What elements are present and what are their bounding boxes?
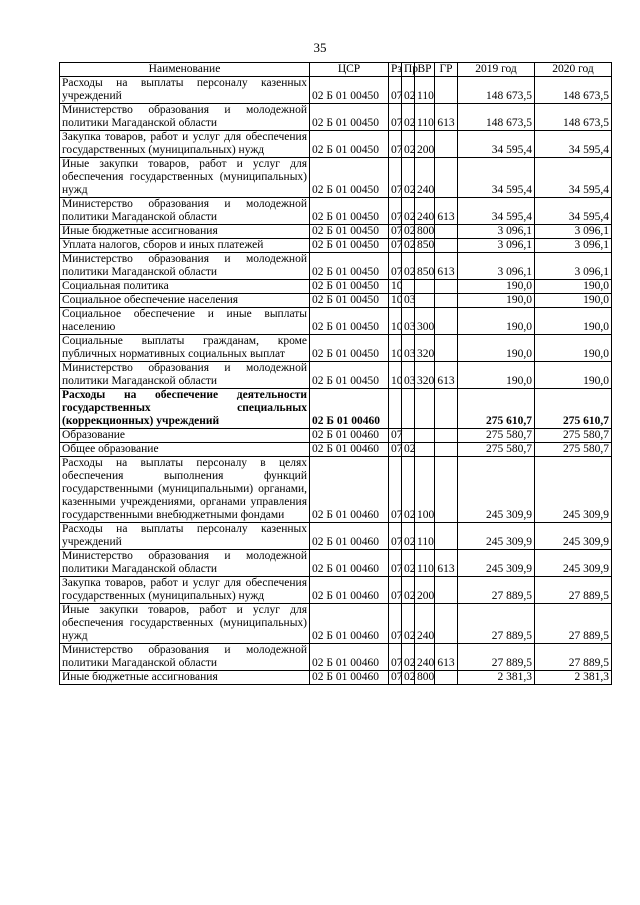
table-row	[60, 429, 612, 443]
row-gr	[435, 131, 458, 158]
row-2020: 190,0	[535, 280, 612, 294]
row-gr	[435, 577, 458, 604]
row-rz: 07	[389, 457, 402, 523]
row-csr: 02 Б 01 00450	[310, 308, 389, 335]
row-pr: 03	[402, 335, 415, 362]
row-name: Образование	[60, 429, 310, 443]
row-name: Социальное обеспечение населения	[60, 294, 310, 308]
row-2019: 190,0	[458, 280, 535, 294]
row-2020: 34 595,4	[535, 158, 612, 198]
row-vr	[415, 429, 435, 443]
row-vr: 850	[415, 239, 435, 253]
row-pr: 02	[402, 457, 415, 523]
row-2019: 27 889,5	[458, 644, 535, 671]
row-csr: 02 Б 01 00450	[310, 253, 389, 280]
header-pr: Пр	[402, 63, 415, 77]
row-csr: 02 Б 01 00450	[310, 77, 389, 104]
row-vr: 320	[415, 362, 435, 389]
row-rz: 07	[389, 198, 402, 225]
row-2020: 2 381,3	[535, 671, 612, 685]
row-vr: 320	[415, 335, 435, 362]
row-2019: 3 096,1	[458, 225, 535, 239]
row-rz: 07	[389, 253, 402, 280]
header-row	[60, 63, 612, 77]
row-pr: 02	[402, 225, 415, 239]
row-pr: 02	[402, 523, 415, 550]
row-2020: 275 580,7	[535, 443, 612, 457]
row-2020: 190,0	[535, 362, 612, 389]
row-name: Расходы на выплаты персоналу казенных учреждений	[60, 77, 310, 104]
row-csr: 02 Б 01 00460	[310, 523, 389, 550]
row-name: Министерство образования и молодежной политики Магаданской области	[60, 104, 310, 131]
row-csr: 02 Б 01 00450	[310, 239, 389, 253]
row-vr: 200	[415, 577, 435, 604]
row-2020: 27 889,5	[535, 644, 612, 671]
row-csr: 02 Б 01 00450	[310, 362, 389, 389]
row-gr	[435, 225, 458, 239]
row-gr: 613	[435, 362, 458, 389]
table-row	[60, 523, 612, 550]
row-csr: 02 Б 01 00460	[310, 429, 389, 443]
row-2019: 245 309,9	[458, 550, 535, 577]
table-row	[60, 443, 612, 457]
row-gr	[435, 239, 458, 253]
row-2019: 148 673,5	[458, 104, 535, 131]
row-2020: 34 595,4	[535, 198, 612, 225]
row-csr: 02 Б 01 00460	[310, 671, 389, 685]
header-gr: ГР	[435, 63, 458, 77]
header-csr: ЦСР	[310, 63, 389, 77]
table-row	[60, 550, 612, 577]
row-rz: 07	[389, 239, 402, 253]
row-gr	[435, 457, 458, 523]
row-gr	[435, 158, 458, 198]
table-row	[60, 280, 612, 294]
row-csr: 02 Б 01 00460	[310, 389, 389, 429]
row-2019: 245 309,9	[458, 523, 535, 550]
row-vr: 800	[415, 225, 435, 239]
row-pr: 03	[402, 362, 415, 389]
row-gr	[435, 523, 458, 550]
table-row	[60, 671, 612, 685]
row-2020: 245 309,9	[535, 550, 612, 577]
header-2020: 2020 год	[535, 63, 612, 77]
row-2019: 27 889,5	[458, 577, 535, 604]
row-rz: 07	[389, 523, 402, 550]
row-2019: 34 595,4	[458, 158, 535, 198]
table-row	[60, 131, 612, 158]
row-name: Министерство образования и молодежной политики Магаданской области	[60, 253, 310, 280]
row-csr: 02 Б 01 00450	[310, 158, 389, 198]
row-rz: 07	[389, 158, 402, 198]
row-pr: 02	[402, 604, 415, 644]
table-body	[60, 77, 612, 685]
row-pr: 02	[402, 550, 415, 577]
row-2020: 27 889,5	[535, 604, 612, 644]
row-2019: 190,0	[458, 294, 535, 308]
table-row	[60, 294, 612, 308]
row-csr: 02 Б 01 00450	[310, 335, 389, 362]
row-2019: 275 610,7	[458, 389, 535, 429]
row-2020: 190,0	[535, 308, 612, 335]
row-gr: 613	[435, 644, 458, 671]
table-row	[60, 577, 612, 604]
row-csr: 02 Б 01 00450	[310, 294, 389, 308]
row-csr: 02 Б 01 00450	[310, 198, 389, 225]
row-rz: 07	[389, 429, 402, 443]
row-2020: 148 673,5	[535, 104, 612, 131]
row-pr: 02	[402, 104, 415, 131]
row-name: Министерство образования и молодежной политики Магаданской области	[60, 362, 310, 389]
row-name: Уплата налогов, сборов и иных платежей	[60, 239, 310, 253]
row-name: Социальные выплаты гражданам, кроме публичных нормативных социальных выплат	[60, 335, 310, 362]
table-row	[60, 362, 612, 389]
row-vr	[415, 280, 435, 294]
row-pr: 02	[402, 239, 415, 253]
table-row	[60, 335, 612, 362]
row-vr: 850	[415, 253, 435, 280]
row-2020: 275 580,7	[535, 429, 612, 443]
row-vr: 110	[415, 523, 435, 550]
row-rz: 07	[389, 550, 402, 577]
row-vr: 200	[415, 131, 435, 158]
row-gr: 613	[435, 198, 458, 225]
table-row	[60, 604, 612, 644]
row-2020: 190,0	[535, 294, 612, 308]
row-pr: 02	[402, 198, 415, 225]
row-2020: 3 096,1	[535, 253, 612, 280]
table-row	[60, 457, 612, 523]
row-vr	[415, 294, 435, 308]
row-gr	[435, 77, 458, 104]
row-csr: 02 Б 01 00450	[310, 225, 389, 239]
row-vr: 800	[415, 671, 435, 685]
row-2020: 148 673,5	[535, 77, 612, 104]
row-csr: 02 Б 01 00460	[310, 604, 389, 644]
row-gr	[435, 604, 458, 644]
row-name: Закупка товаров, работ и услуг для обеспечения государственных (муниципальных) нужд	[60, 577, 310, 604]
row-csr: 02 Б 01 00460	[310, 443, 389, 457]
row-2019: 190,0	[458, 308, 535, 335]
row-rz	[389, 389, 402, 429]
row-csr: 02 Б 01 00460	[310, 644, 389, 671]
row-rz: 07	[389, 577, 402, 604]
row-pr: 02	[402, 644, 415, 671]
row-pr: 03	[402, 308, 415, 335]
table-row	[60, 253, 612, 280]
row-2019: 2 381,3	[458, 671, 535, 685]
row-pr	[402, 429, 415, 443]
row-pr: 02	[402, 443, 415, 457]
row-vr	[415, 389, 435, 429]
row-2020: 245 309,9	[535, 523, 612, 550]
row-rz: 07	[389, 104, 402, 131]
table-row	[60, 308, 612, 335]
row-rz: 10	[389, 308, 402, 335]
row-name: Министерство образования и молодежной политики Магаданской области	[60, 644, 310, 671]
row-rz: 07	[389, 77, 402, 104]
header-name: Наименование	[60, 63, 310, 77]
row-pr: 02	[402, 158, 415, 198]
row-pr: 02	[402, 131, 415, 158]
row-name: Министерство образования и молодежной политики Магаданской области	[60, 550, 310, 577]
row-2020: 27 889,5	[535, 577, 612, 604]
row-gr	[435, 443, 458, 457]
table-row	[60, 239, 612, 253]
row-csr: 02 Б 01 00450	[310, 280, 389, 294]
row-csr: 02 Б 01 00450	[310, 131, 389, 158]
row-pr: 02	[402, 77, 415, 104]
row-csr: 02 Б 01 00460	[310, 550, 389, 577]
row-gr	[435, 335, 458, 362]
budget-table	[59, 62, 612, 685]
row-csr: 02 Б 01 00460	[310, 577, 389, 604]
row-vr: 110	[415, 77, 435, 104]
row-rz: 10	[389, 335, 402, 362]
row-vr: 240	[415, 604, 435, 644]
row-2020: 3 096,1	[535, 239, 612, 253]
row-2020: 275 610,7	[535, 389, 612, 429]
row-gr	[435, 671, 458, 685]
header-vr: ВР	[415, 63, 435, 77]
row-csr: 02 Б 01 00460	[310, 457, 389, 523]
row-name: Иные бюджетные ассигнования	[60, 225, 310, 239]
row-gr	[435, 389, 458, 429]
row-name: Иные закупки товаров, работ и услуг для обеспечения государственных (муниципальных) нужд	[60, 158, 310, 198]
row-rz: 07	[389, 225, 402, 239]
row-rz: 07	[389, 644, 402, 671]
row-name: Иные закупки товаров, работ и услуг для обеспечения государственных (муниципальных) нужд	[60, 604, 310, 644]
row-gr: 613	[435, 253, 458, 280]
row-pr	[402, 280, 415, 294]
row-name: Расходы на выплаты персоналу казенных учреждений	[60, 523, 310, 550]
table-row	[60, 389, 612, 429]
row-2019: 275 580,7	[458, 443, 535, 457]
row-vr	[415, 443, 435, 457]
page-number: 35	[313, 40, 327, 55]
row-2020: 245 309,9	[535, 457, 612, 523]
row-2019: 34 595,4	[458, 198, 535, 225]
table-row	[60, 77, 612, 104]
row-2019: 148 673,5	[458, 77, 535, 104]
table-row	[60, 158, 612, 198]
row-name: Иные бюджетные ассигнования	[60, 671, 310, 685]
row-gr	[435, 308, 458, 335]
row-vr: 110	[415, 104, 435, 131]
row-2019: 3 096,1	[458, 239, 535, 253]
row-name: Общее образование	[60, 443, 310, 457]
row-2019: 190,0	[458, 335, 535, 362]
row-name: Закупка товаров, работ и услуг для обеспечения государственных (муниципальных) нужд	[60, 131, 310, 158]
row-2020: 190,0	[535, 335, 612, 362]
row-vr: 300	[415, 308, 435, 335]
row-vr: 110	[415, 550, 435, 577]
row-pr: 02	[402, 671, 415, 685]
row-name: Социальное обеспечение и иные выплаты населению	[60, 308, 310, 335]
row-2020: 3 096,1	[535, 225, 612, 239]
header-rz: Рз	[389, 63, 402, 77]
row-name: Министерство образования и молодежной политики Магаданской области	[60, 198, 310, 225]
table-row	[60, 644, 612, 671]
row-2020: 34 595,4	[535, 131, 612, 158]
row-2019: 27 889,5	[458, 604, 535, 644]
row-rz: 10	[389, 280, 402, 294]
table-row	[60, 104, 612, 131]
row-pr: 02	[402, 253, 415, 280]
row-pr	[402, 389, 415, 429]
row-2019: 275 580,7	[458, 429, 535, 443]
row-gr	[435, 294, 458, 308]
row-vr: 240	[415, 644, 435, 671]
row-rz: 07	[389, 131, 402, 158]
row-gr	[435, 429, 458, 443]
row-rz: 07	[389, 604, 402, 644]
row-name: Расходы на обеспечение деятельности государственных специальных (коррекционных) учреждений	[60, 389, 310, 429]
row-2019: 34 595,4	[458, 131, 535, 158]
row-pr: 02	[402, 577, 415, 604]
row-2019: 190,0	[458, 362, 535, 389]
row-vr: 240	[415, 198, 435, 225]
row-csr: 02 Б 01 00450	[310, 104, 389, 131]
table-row	[60, 198, 612, 225]
row-vr: 100	[415, 457, 435, 523]
row-gr	[435, 280, 458, 294]
row-gr: 613	[435, 104, 458, 131]
row-2019: 3 096,1	[458, 253, 535, 280]
row-rz: 10	[389, 294, 402, 308]
row-vr: 240	[415, 158, 435, 198]
row-pr: 03	[402, 294, 415, 308]
table-row	[60, 225, 612, 239]
row-rz: 07	[389, 443, 402, 457]
row-gr: 613	[435, 550, 458, 577]
row-name: Социальная политика	[60, 280, 310, 294]
row-2019: 245 309,9	[458, 457, 535, 523]
row-rz: 07	[389, 671, 402, 685]
row-name: Расходы на выплаты персоналу в целях обеспечения выполнения функций государственными (муниципальными) органами, казенными учреждениями, органами управления государственными внебюджетными фондами	[60, 457, 310, 523]
row-rz: 10	[389, 362, 402, 389]
header-2019: 2019 год	[458, 63, 535, 77]
